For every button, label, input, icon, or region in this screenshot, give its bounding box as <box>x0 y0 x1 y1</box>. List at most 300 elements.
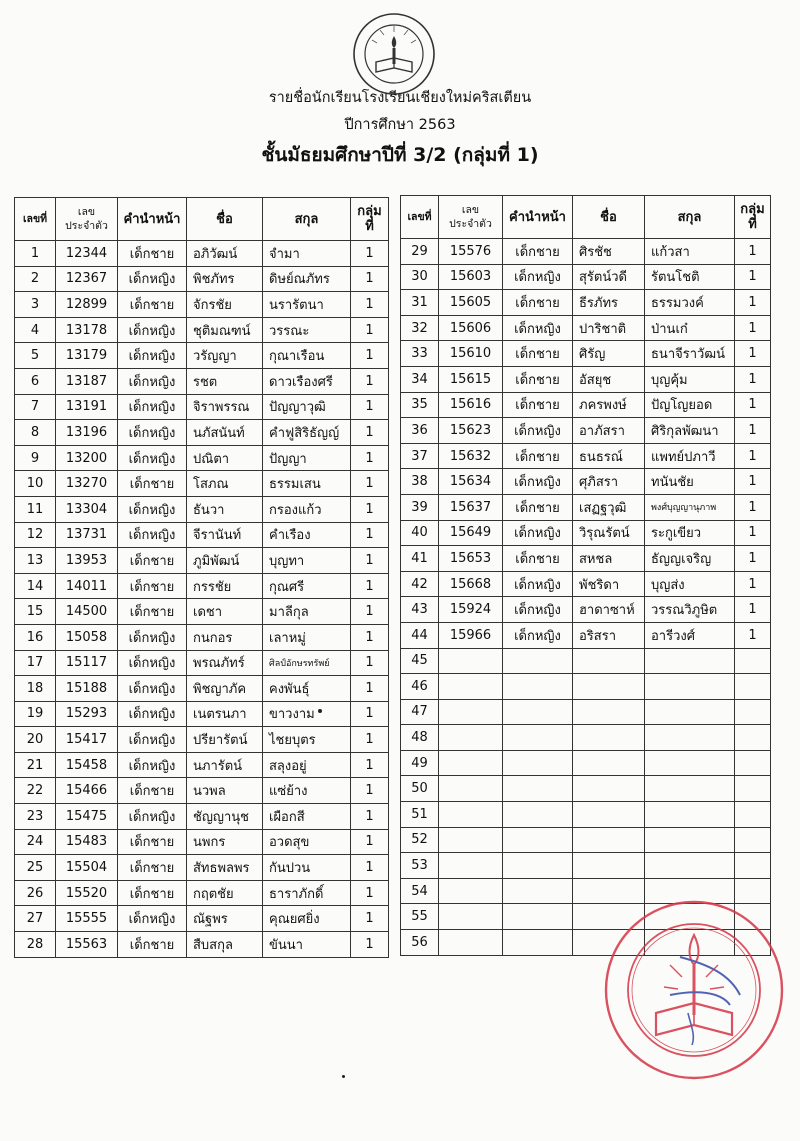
cell-first-name: ธีรภัทร <box>573 290 645 316</box>
cell-student-id: 13953 <box>56 548 118 574</box>
cell-first-name: อริสรา <box>573 622 645 648</box>
cell-title: เด็กหญิง <box>503 520 573 546</box>
table-row <box>15 624 389 650</box>
cell-student-id: 15058 <box>56 624 118 650</box>
table-row <box>401 290 771 316</box>
cell-first-name: พิชภัทร <box>187 266 263 292</box>
cell-last-name: บุญส่ง <box>645 571 735 597</box>
cell-student-id <box>439 904 503 930</box>
cell-no: 20 <box>15 727 56 753</box>
table-row <box>401 392 771 418</box>
table-header-row <box>401 196 771 239</box>
cell-group: 1 <box>351 445 389 471</box>
cell-group <box>735 802 771 828</box>
cell-student-id: 15563 <box>56 932 118 958</box>
table-row <box>15 880 389 906</box>
cell-student-id: 15483 <box>56 829 118 855</box>
cell-first-name: นวพล <box>187 778 263 804</box>
cell-group: 1 <box>735 392 771 418</box>
cell-group: 1 <box>735 520 771 546</box>
class-heading: ชั้นมัธยมศึกษาปีที่ 3/2 (กลุ่มที่ 1) <box>261 144 539 166</box>
cell-student-id: 13304 <box>56 496 118 522</box>
cell-student-id: 12344 <box>56 241 118 267</box>
table-row <box>401 239 771 265</box>
cell-first-name: วิรุณรัตน์ <box>573 520 645 546</box>
cell-no: 10 <box>15 471 56 497</box>
cell-last-name: คุณยศยิ่ง <box>263 906 351 932</box>
cell-group: 1 <box>351 624 389 650</box>
cell-first-name <box>573 674 645 700</box>
cell-no: 27 <box>15 906 56 932</box>
cell-title: เด็กชาย <box>118 829 187 855</box>
cell-group: 1 <box>351 778 389 804</box>
cell-student-id: 15615 <box>439 366 503 392</box>
cell-no: 32 <box>401 315 439 341</box>
cell-title: เด็กชาย <box>503 366 573 392</box>
cell-no: 38 <box>401 469 439 495</box>
cell-first-name: ปรียารัตน์ <box>187 727 263 753</box>
cell-title <box>503 699 573 725</box>
table-row <box>401 546 771 572</box>
cell-last-name <box>645 699 735 725</box>
table-row <box>15 701 389 727</box>
cell-no: 30 <box>401 264 439 290</box>
cell-first-name: ชุติมณฑน์ <box>187 317 263 343</box>
cell-first-name: วรัญญา <box>187 343 263 369</box>
col-header-last-name: สกุล <box>263 198 351 241</box>
document-title: รายชื่อนักเรียนโรงเรียนเชียงใหม่คริสเตียน <box>268 90 532 106</box>
cell-first-name: สืบสกุล <box>187 932 263 958</box>
cell-no: 44 <box>401 622 439 648</box>
cell-title: เด็กหญิง <box>118 343 187 369</box>
cell-student-id: 15603 <box>439 264 503 290</box>
cell-no: 14 <box>15 573 56 599</box>
cell-student-id <box>439 725 503 751</box>
cell-title: เด็กชาย <box>118 241 187 267</box>
cell-student-id: 15520 <box>56 880 118 906</box>
school-emblem-icon <box>351 12 437 96</box>
cell-last-name: บุญคุ้ม <box>645 366 735 392</box>
table-row <box>401 802 771 828</box>
cell-student-id: 13178 <box>56 317 118 343</box>
cell-group <box>735 699 771 725</box>
cell-no: 29 <box>401 239 439 265</box>
cell-no: 9 <box>15 445 56 471</box>
cell-student-id: 15632 <box>439 443 503 469</box>
cell-first-name: สุรัตน์วดี <box>573 264 645 290</box>
cell-title: เด็กหญิง <box>118 804 187 830</box>
cell-group: 1 <box>351 241 389 267</box>
cell-last-name <box>645 827 735 853</box>
cell-no: 49 <box>401 750 439 776</box>
cell-last-name <box>645 725 735 751</box>
cell-last-name: จำมา <box>263 241 351 267</box>
col-header-id: เลข ประจำตัว <box>56 198 118 241</box>
cell-group: 1 <box>351 420 389 446</box>
cell-student-id: 13200 <box>56 445 118 471</box>
cell-student-id: 15616 <box>439 392 503 418</box>
cell-no: 7 <box>15 394 56 420</box>
cell-student-id: 15458 <box>56 752 118 778</box>
cell-student-id <box>439 827 503 853</box>
cell-student-id: 15606 <box>439 315 503 341</box>
cell-first-name: นภารัตน์ <box>187 752 263 778</box>
col-header-first-name: ชื่อ <box>573 196 645 239</box>
cell-first-name: นภัสนันท์ <box>187 420 263 446</box>
cell-last-name: วรรณะ <box>263 317 351 343</box>
cell-group: 1 <box>735 264 771 290</box>
cell-student-id: 13191 <box>56 394 118 420</box>
student-table-right <box>400 195 771 956</box>
cell-first-name: เดชา <box>187 599 263 625</box>
cell-student-id: 15466 <box>56 778 118 804</box>
table-row <box>15 804 389 830</box>
cell-first-name: พรณภัทร์ <box>187 650 263 676</box>
cell-group: 1 <box>351 548 389 574</box>
cell-student-id: 15117 <box>56 650 118 676</box>
cell-group: 1 <box>351 906 389 932</box>
cell-last-name: คงพันธุ์ <box>263 676 351 702</box>
cell-title: เด็กหญิง <box>503 418 573 444</box>
cell-no: 50 <box>401 776 439 802</box>
cell-title: เด็กชาย <box>118 599 187 625</box>
cell-student-id: 12367 <box>56 266 118 292</box>
cell-last-name: เลาหมู่ <box>263 624 351 650</box>
cell-title <box>503 750 573 776</box>
table-row <box>15 522 389 548</box>
cell-last-name: ธรรมเสน <box>263 471 351 497</box>
table-row <box>401 674 771 700</box>
cell-group: 1 <box>735 366 771 392</box>
cell-first-name: ปาริชาติ <box>573 315 645 341</box>
cell-student-id: 15188 <box>56 676 118 702</box>
cell-no: 39 <box>401 494 439 520</box>
cell-last-name: สลุงอยู่ <box>263 752 351 778</box>
cell-title <box>503 674 573 700</box>
cell-student-id: 15966 <box>439 622 503 648</box>
cell-no: 5 <box>15 343 56 369</box>
cell-title <box>503 725 573 751</box>
cell-student-id <box>439 930 503 956</box>
col-header-group: กลุ่ม ที่ <box>735 196 771 239</box>
cell-no: 53 <box>401 853 439 879</box>
cell-title <box>503 648 573 674</box>
cell-last-name: กุณศรี <box>263 573 351 599</box>
cell-no: 15 <box>15 599 56 625</box>
cell-last-name: ปัญญา <box>263 445 351 471</box>
cell-first-name: ฮาดาซาห์ <box>573 597 645 623</box>
cell-no: 22 <box>15 778 56 804</box>
cell-last-name: ดิษย์ณภัทร <box>263 266 351 292</box>
cell-title: เด็กหญิง <box>118 420 187 446</box>
col-header-no: เลขที่ <box>401 196 439 239</box>
cell-title <box>503 878 573 904</box>
cell-student-id <box>439 699 503 725</box>
cell-no: 37 <box>401 443 439 469</box>
table-row <box>15 932 389 958</box>
cell-title: เด็กหญิง <box>503 597 573 623</box>
cell-title: เด็กชาย <box>118 573 187 599</box>
cell-student-id: 14011 <box>56 573 118 599</box>
cell-group <box>735 853 771 879</box>
col-header-last-name: สกุล <box>645 196 735 239</box>
cell-last-name: ขาวงาม <box>263 701 351 727</box>
cell-first-name: นพกร <box>187 829 263 855</box>
cell-no: 36 <box>401 418 439 444</box>
table-row <box>401 776 771 802</box>
cell-group: 1 <box>351 266 389 292</box>
cell-student-id: 13179 <box>56 343 118 369</box>
cell-title: เด็กหญิง <box>118 906 187 932</box>
cell-first-name <box>573 827 645 853</box>
table-row <box>15 573 389 599</box>
table-row <box>15 829 389 855</box>
cell-student-id <box>439 776 503 802</box>
col-header-id: เลข ประจำตัว <box>439 196 503 239</box>
cell-no: 48 <box>401 725 439 751</box>
cell-first-name: รชต <box>187 368 263 394</box>
cell-student-id: 15293 <box>56 701 118 727</box>
cell-student-id: 12899 <box>56 292 118 318</box>
table-row <box>401 571 771 597</box>
cell-last-name: พงศ์บุญญานุภาพ <box>645 494 735 520</box>
col-header-group: กลุ่ม ที่ <box>351 198 389 241</box>
col-header-no: เลขที่ <box>15 198 56 241</box>
cell-group <box>735 648 771 674</box>
cell-no: 34 <box>401 366 439 392</box>
cell-title: เด็กชาย <box>118 778 187 804</box>
table-row <box>401 622 771 648</box>
table-row <box>15 394 389 420</box>
cell-title: เด็กชาย <box>118 855 187 881</box>
cell-no: 21 <box>15 752 56 778</box>
cell-student-id: 15610 <box>439 341 503 367</box>
cell-title: เด็กหญิง <box>118 701 187 727</box>
cell-last-name: กันปวน <box>263 855 351 881</box>
cell-group: 1 <box>351 855 389 881</box>
table-row <box>401 443 771 469</box>
cell-group: 1 <box>735 239 771 265</box>
cell-group <box>735 674 771 700</box>
cell-group: 1 <box>351 394 389 420</box>
cell-first-name: ภูมิพัฒน์ <box>187 548 263 574</box>
cell-student-id: 13731 <box>56 522 118 548</box>
cell-title: เด็กหญิง <box>503 622 573 648</box>
cell-title: เด็กชาย <box>503 290 573 316</box>
cell-no: 52 <box>401 827 439 853</box>
cell-group: 1 <box>351 471 389 497</box>
cell-title: เด็กหญิง <box>503 264 573 290</box>
cell-first-name: ปณิตา <box>187 445 263 471</box>
cell-group: 1 <box>351 880 389 906</box>
cell-title: เด็กหญิง <box>118 650 187 676</box>
cell-title: เด็กหญิง <box>118 676 187 702</box>
cell-last-name: คำฟูสิริธัญญ์ <box>263 420 351 446</box>
cell-first-name: ภครพงษ์ <box>573 392 645 418</box>
cell-first-name: ชัญญานุช <box>187 804 263 830</box>
cell-student-id: 15623 <box>439 418 503 444</box>
cell-title <box>503 802 573 828</box>
cell-last-name: ขันนา <box>263 932 351 958</box>
table-row <box>15 727 389 753</box>
cell-no: 11 <box>15 496 56 522</box>
cell-last-name: บุญทา <box>263 548 351 574</box>
cell-last-name: ปัญญาวุฒิ <box>263 394 351 420</box>
cell-last-name: แก้วสา <box>645 239 735 265</box>
cell-last-name: คำเรือง <box>263 522 351 548</box>
cell-last-name: แพทย์ปภาวี <box>645 443 735 469</box>
cell-student-id: 13270 <box>56 471 118 497</box>
school-logo <box>351 12 437 96</box>
cell-group: 1 <box>735 443 771 469</box>
cell-first-name <box>573 802 645 828</box>
table-row <box>401 699 771 725</box>
table-row <box>15 752 389 778</box>
table-row <box>401 418 771 444</box>
table-row <box>15 343 389 369</box>
cell-first-name: อาภัสรา <box>573 418 645 444</box>
cell-last-name <box>645 648 735 674</box>
cell-group: 1 <box>351 727 389 753</box>
cell-group: 1 <box>735 546 771 572</box>
cell-group: 1 <box>735 571 771 597</box>
cell-title: เด็กชาย <box>503 392 573 418</box>
cell-student-id: 14500 <box>56 599 118 625</box>
table-row <box>401 648 771 674</box>
cell-group: 1 <box>735 341 771 367</box>
cell-first-name <box>573 725 645 751</box>
cell-no: 3 <box>15 292 56 318</box>
cell-student-id: 15555 <box>56 906 118 932</box>
cell-group <box>735 827 771 853</box>
table-row <box>15 471 389 497</box>
cell-no: 28 <box>15 932 56 958</box>
cell-last-name: เผือกสี <box>263 804 351 830</box>
cell-first-name: กฤตชัย <box>187 880 263 906</box>
cell-first-name: สหชล <box>573 546 645 572</box>
cell-no: 18 <box>15 676 56 702</box>
table-row <box>15 496 389 522</box>
cell-last-name: กรองแก้ว <box>263 496 351 522</box>
cell-group: 1 <box>735 494 771 520</box>
cell-no: 42 <box>401 571 439 597</box>
cell-student-id: 15475 <box>56 804 118 830</box>
cell-title: เด็กหญิง <box>118 496 187 522</box>
cell-no: 1 <box>15 241 56 267</box>
cell-group <box>735 776 771 802</box>
cell-last-name: ธนาจีราวัฒน์ <box>645 341 735 367</box>
table-row <box>15 676 389 702</box>
cell-no: 23 <box>15 804 56 830</box>
cell-group: 1 <box>735 315 771 341</box>
cell-first-name: จักรชัย <box>187 292 263 318</box>
cell-group <box>735 750 771 776</box>
table-row <box>15 445 389 471</box>
table-row <box>15 317 389 343</box>
cell-first-name: พิชญาภัค <box>187 676 263 702</box>
cell-title <box>503 776 573 802</box>
col-header-title: คำนำหน้า <box>118 198 187 241</box>
table-row <box>15 266 389 292</box>
cell-group: 1 <box>735 597 771 623</box>
table-row <box>401 469 771 495</box>
table-row <box>401 853 771 879</box>
table-row <box>15 548 389 574</box>
cell-no: 33 <box>401 341 439 367</box>
cell-last-name <box>645 802 735 828</box>
cell-no: 12 <box>15 522 56 548</box>
table-row <box>15 241 389 267</box>
cell-student-id: 15653 <box>439 546 503 572</box>
cell-first-name: จีรานันท์ <box>187 522 263 548</box>
ink-speck <box>342 1075 345 1078</box>
cell-last-name <box>645 674 735 700</box>
cell-title: เด็กชาย <box>118 932 187 958</box>
cell-first-name: ธนธรณ์ <box>573 443 645 469</box>
cell-no: 40 <box>401 520 439 546</box>
table-row <box>401 366 771 392</box>
cell-first-name <box>573 648 645 674</box>
cell-first-name <box>573 750 645 776</box>
cell-title: เด็กหญิง <box>503 571 573 597</box>
cell-student-id: 15924 <box>439 597 503 623</box>
cell-first-name: ณัฐพร <box>187 906 263 932</box>
table-row <box>401 827 771 853</box>
cell-no: 45 <box>401 648 439 674</box>
cell-first-name: จิราพรรณ <box>187 394 263 420</box>
cell-title <box>503 904 573 930</box>
cell-last-name: อวดสุข <box>263 829 351 855</box>
cell-last-name: นรารัตนา <box>263 292 351 318</box>
cell-no: 6 <box>15 368 56 394</box>
cell-first-name: ศิรัญ <box>573 341 645 367</box>
cell-no: 26 <box>15 880 56 906</box>
cell-last-name: ป่านเก๋ <box>645 315 735 341</box>
cell-title: เด็กหญิง <box>503 469 573 495</box>
table-row <box>401 725 771 751</box>
cell-group: 1 <box>735 622 771 648</box>
cell-no: 46 <box>401 674 439 700</box>
cell-title: เด็กหญิง <box>118 727 187 753</box>
cell-no: 54 <box>401 878 439 904</box>
cell-last-name: ทนันชัย <box>645 469 735 495</box>
cell-group: 1 <box>351 343 389 369</box>
cell-first-name <box>573 853 645 879</box>
cell-last-name: ศิลป์อักษรทรัพย์ <box>263 650 351 676</box>
cell-title <box>503 930 573 956</box>
cell-group: 1 <box>351 599 389 625</box>
cell-student-id: 15605 <box>439 290 503 316</box>
cell-no: 43 <box>401 597 439 623</box>
cell-group: 1 <box>351 573 389 599</box>
cell-first-name: พัชริดา <box>573 571 645 597</box>
ink-speck <box>318 709 322 713</box>
cell-first-name: เสฏฐวุฒิ <box>573 494 645 520</box>
cell-student-id <box>439 750 503 776</box>
cell-first-name: กรรชัย <box>187 573 263 599</box>
cell-student-id <box>439 802 503 828</box>
cell-no: 25 <box>15 855 56 881</box>
cell-last-name <box>645 776 735 802</box>
cell-first-name: โสภณ <box>187 471 263 497</box>
cell-no: 17 <box>15 650 56 676</box>
cell-first-name: ธันวา <box>187 496 263 522</box>
school-seal-stamp-icon <box>600 895 788 1085</box>
cell-group: 1 <box>351 804 389 830</box>
cell-first-name: ศิรชัช <box>573 239 645 265</box>
cell-group: 1 <box>351 292 389 318</box>
cell-title: เด็กชาย <box>503 341 573 367</box>
